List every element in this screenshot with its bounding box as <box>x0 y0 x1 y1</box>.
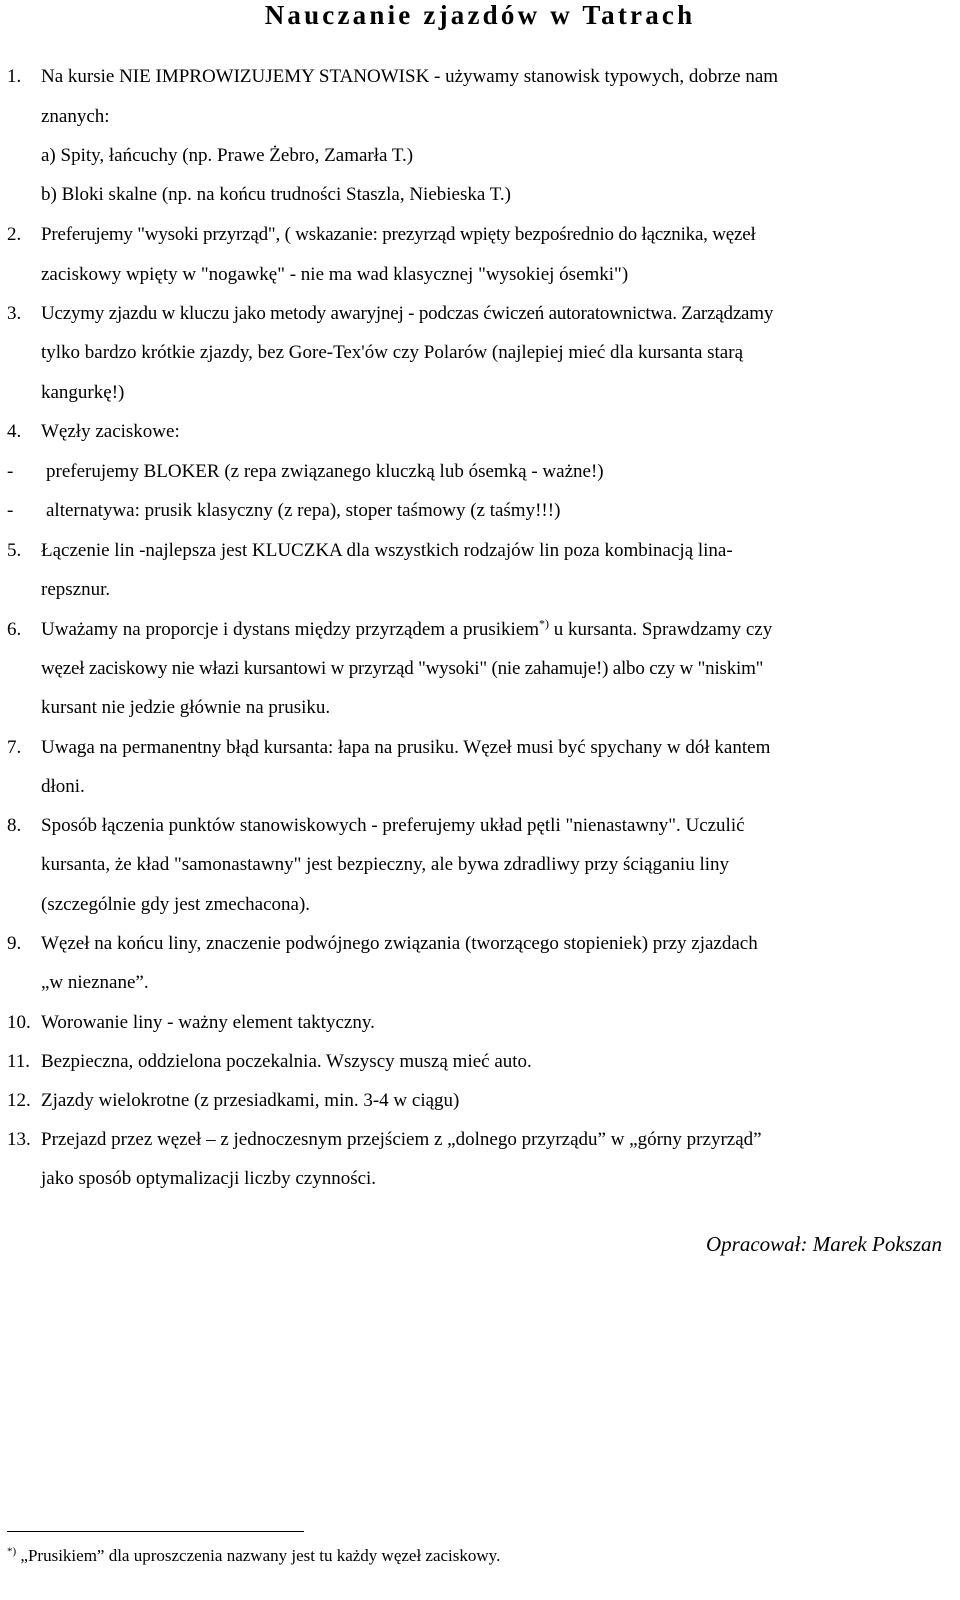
item-number: 8. <box>7 815 22 836</box>
item-number: 13. <box>7 1129 31 1150</box>
item-text-line: Uwaga na permanentny błąd kursanta: łapa na prusiku. Węzeł musi być spychany w dół kantem <box>41 737 771 758</box>
dash-item-text: preferujemy BLOKER (z repa związanego kluczką lub ósemką - ważne!) <box>46 461 604 482</box>
item-text-line: (szczególnie gdy jest zmechacona). <box>41 894 311 915</box>
item-text-segment: Uważamy na proporcje i dystans między przyrządem a prusikiem <box>41 619 540 640</box>
document-title: Nauczanie zjazdów w Tatrach <box>264 0 696 30</box>
footnote-reference: *) <box>539 616 550 631</box>
item-number: 6. <box>7 619 22 640</box>
item-text-line: Łączenie lin -najlepsza jest KLUCZKA dla wszystkich rodzajów lin poza kombinacją lina- <box>41 540 733 561</box>
item-text-line: tylko bardzo krótkie zjazdy, bez Gore-Tex'ów czy Polarów (najlepiej mieć dla kursanta starą <box>41 342 743 363</box>
item-number: 9. <box>7 933 22 954</box>
item-text-line: znanych: <box>41 106 110 127</box>
item-text-segment: u kursanta. Sprawdzamy czy <box>549 619 773 640</box>
item-text-line: „w nieznane”. <box>41 972 149 993</box>
footnote-separator <box>7 1531 304 1532</box>
item-text-line: Węzeł na końcu liny, znaczenie podwójnego związania (tworzącego stopieniek) przy zjazdach <box>41 933 758 954</box>
footnote-text: „Prusikiem” dla uproszczenia nazwany jest tu każdy węzeł zaciskowy. <box>16 1546 501 1565</box>
item-number: 3. <box>7 303 22 324</box>
item-text-line: repsznur. <box>41 579 111 600</box>
item-number: 5. <box>7 540 22 561</box>
item-text-line: węzeł zaciskowy nie włazi kursantowi w przyrząd "wysoki" (nie zahamuje!) albo czy w "niskim" <box>41 658 764 679</box>
item-number: 7. <box>7 737 22 758</box>
item-text-line: zaciskowy wpięty w "nogawkę" - nie ma wad klasycznej "wysokiej ósemki") <box>41 264 629 285</box>
item-text-line: Uczymy zjazdu w kluczu jako metody awaryjnej - podczas ćwiczeń autoratownictwa. Zarządzamy <box>41 303 774 324</box>
sub-item-b: b) Bloki skalne (np. na końcu trudności Staszla, Niebieska T.) <box>41 184 511 205</box>
footnote <box>7 1546 500 1566</box>
item-text-line: Preferujemy "wysoki przyrząd", ( wskazanie: prezyrząd wpięty bezpośrednio do łącznika, węzeł <box>41 224 756 245</box>
item-number: 10. <box>7 1012 31 1033</box>
item-number: 4. <box>7 421 22 442</box>
item-text-line: jako sposób optymalizacji liczby czynności. <box>41 1168 377 1189</box>
item-text-line: Worowanie liny - ważny element taktyczny. <box>41 1012 375 1033</box>
dash-bullet: - <box>7 461 14 482</box>
item-text-line: Sposób łączenia punktów stanowiskowych - preferujemy układ pętli "nienastawny". Uczulić <box>41 815 745 836</box>
dash-bullet: - <box>7 500 14 521</box>
item-number: 2. <box>7 224 22 245</box>
item-text-line <box>41 616 773 641</box>
item-text-line: Przejazd przez węzeł – z jednoczesnym przejściem z „dolnego przyrządu” w „górny przyrząd” <box>41 1129 762 1150</box>
item-text-line: kursant nie jedzie głównie na prusiku. <box>41 697 331 718</box>
item-text-line: kangurkę!) <box>41 382 125 403</box>
dash-item-text: alternatywa: prusik klasyczny (z repa), stoper taśmowy (z taśmy!!!) <box>46 500 561 521</box>
item-number: 11. <box>7 1051 31 1072</box>
item-number: 1. <box>7 66 22 87</box>
sub-item-a: a) Spity, łańcuchy (np. Prawe Żebro, Zamarła T.) <box>41 145 414 166</box>
item-text-line: dłoni. <box>41 776 85 797</box>
item-text-line: Na kursie NIE IMPROWIZUJEMY STANOWISK - używamy stanowisk typowych, dobrze nam <box>41 66 779 87</box>
footnote-mark: *) <box>7 1545 17 1558</box>
author-signature: Opracował: Marek Pokszan <box>705 1232 942 1256</box>
item-text-line: kursanta, że kład "samonastawny" jest bezpieczny, ale bywa zdradliwy przy ściąganiu liny <box>41 854 730 875</box>
item-text-line: Bezpieczna, oddzielona poczekalnia. Wszyscy muszą mieć auto. <box>41 1051 532 1072</box>
item-text-line: Zjazdy wielokrotne (z przesiadkami, min. 3-4 w ciągu) <box>41 1090 460 1111</box>
item-number: 12. <box>7 1090 31 1111</box>
item-text-line: Węzły zaciskowe: <box>41 421 180 442</box>
